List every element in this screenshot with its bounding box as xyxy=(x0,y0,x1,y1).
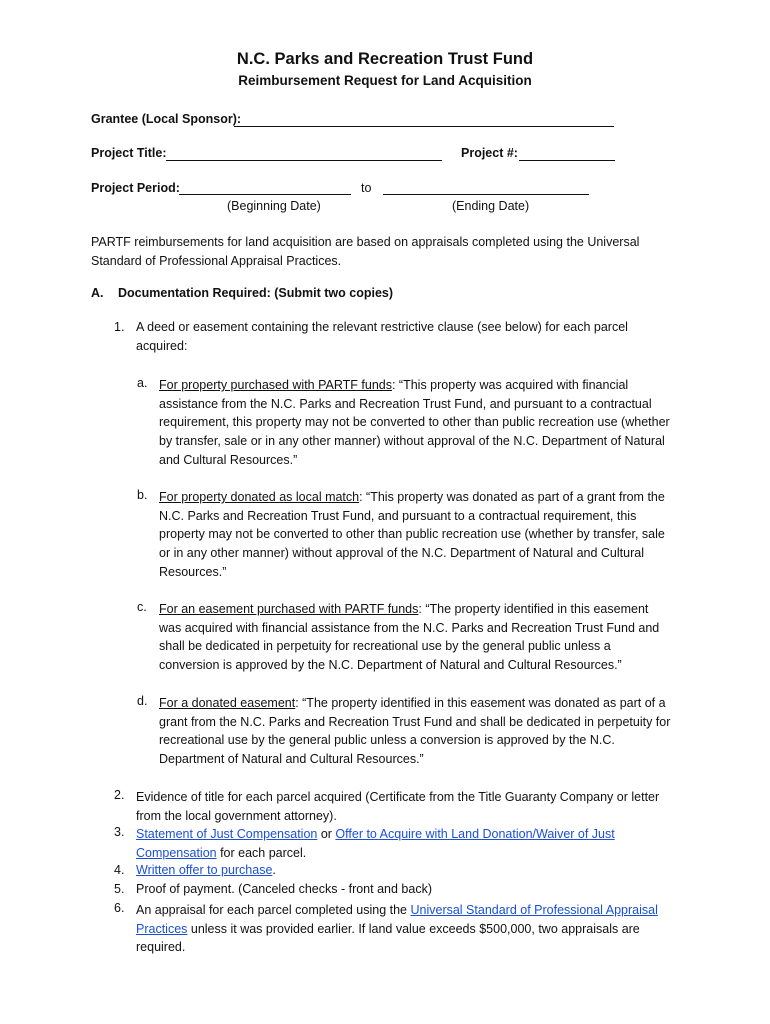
intro-paragraph: PARTF reimbursements for land acquisition are based on appraisals completed using the Universal Standard of Professional Appraisal Practices. xyxy=(91,235,640,268)
document-subtitle: Reimbursement Request for Land Acquisition xyxy=(238,73,532,88)
item-3-number: 3. xyxy=(114,825,125,839)
beginning-date-caption: (Beginning Date) xyxy=(227,199,321,213)
sub-d-paragraph xyxy=(159,694,683,769)
item-4-rest: . xyxy=(272,863,276,877)
item-6-rest: unless it was provided earlier. If land value exceeds $500,000, two appraisals are required. xyxy=(136,921,640,955)
sub-b-text: : “This property was donated as part of a grant from the N.C. Parks and Recreation Trust Fund, and pursuant to a contractual requirement, this property may not be converted to other than public recreation use (whether by transfer, sale or in any other manner) without approval of the N.C. Department of Natural and Cultural Resources.” xyxy=(159,490,665,579)
sub-c-title: For an easement purchased with PARTF funds xyxy=(159,602,419,616)
item-2-number: 2. xyxy=(114,788,125,802)
written-offer-link[interactable]: Written offer to purchase xyxy=(136,863,273,877)
sub-a-paragraph xyxy=(159,376,683,470)
sub-b-letter: b. xyxy=(137,488,148,502)
item-6-number: 6. xyxy=(114,901,125,915)
to-label: to xyxy=(361,181,372,195)
project-number-label: Project #: xyxy=(461,146,518,160)
sub-b-title: For property donated as local match xyxy=(159,490,360,504)
item-5-text: Proof of payment. (Canceled checks - front and back) xyxy=(136,882,432,896)
item-3-or: or xyxy=(317,827,336,841)
item-1-line2: acquired: xyxy=(136,339,188,353)
item-2-text: Evidence of title for each parcel acquired (Certificate from the Title Guaranty Company or letter from the local government attorney). xyxy=(136,790,660,823)
sub-a-letter: a. xyxy=(137,376,148,390)
sub-d-text: : “The property identified in this easement was donated as part of a grant from the N.C. Parks and Recreation Trust Fund and shall be dedicated in perpetuity for recreational use by the general public unless a conversion is approved by the N.C. Department of Natural and Cultural Resources.” xyxy=(159,696,671,767)
section-a-letter: A. xyxy=(91,286,104,300)
sub-c-text: : “The property identified in this easement was acquired with financial assistance from the N.C. Parks and Recreation Trust Fund and shall be dedicated in perpetuity for recreational use by the general public unless a conversion is approved by the N.C. Department of Natural and Cultural Resources.” xyxy=(159,602,660,673)
sub-a-title: For property purchased with PARTF funds xyxy=(159,378,392,392)
sub-c-paragraph xyxy=(159,600,669,675)
project-period-label: Project Period: xyxy=(91,181,180,195)
item-3-paragraph xyxy=(136,825,636,862)
sub-b-paragraph xyxy=(159,488,673,582)
item-5-number: 5. xyxy=(114,882,125,896)
item-3-rest: for each parcel. xyxy=(216,845,307,860)
sub-a-text: : “This property was acquired with financial assistance from the N.C. Parks and Recreation Trust Fund, and pursuant to a contractual requirement, this property may not be converted to other than public recreation use (whether by transfer, sale or in any other manner) without approval of the N.C. Department of Natural and Cultural Resources.” xyxy=(159,378,670,467)
document-title: N.C. Parks and Recreation Trust Fund xyxy=(236,50,534,68)
grantee-label: Grantee (Local Sponsor): xyxy=(91,112,242,126)
item-4-paragraph xyxy=(136,863,276,877)
beginning-date-field[interactable] xyxy=(179,194,351,195)
ending-date-caption: (Ending Date) xyxy=(452,199,530,213)
ending-date-field[interactable] xyxy=(383,194,589,195)
sub-c-letter: c. xyxy=(137,600,147,614)
offer-to-acquire-link[interactable]: Offer to Acquire with Land Donation/Waiver of Just Compensation xyxy=(136,827,615,860)
item-6-pre: An appraisal for each parcel completed using the xyxy=(136,903,411,917)
section-a-heading: Documentation Required: (Submit two copies) xyxy=(118,286,394,300)
sub-d-letter: d. xyxy=(137,694,148,708)
project-number-field[interactable] xyxy=(519,160,615,161)
statement-of-just-compensation-link[interactable]: Statement of Just Compensation xyxy=(136,827,318,841)
project-title-field[interactable] xyxy=(166,160,442,161)
item-1-number: 1. xyxy=(114,320,125,334)
grantee-field[interactable] xyxy=(234,126,614,127)
sub-d-title: For a donated easement xyxy=(159,696,296,710)
item-1-line1: A deed or easement containing the relevant restrictive clause (see below) for each parcel xyxy=(136,320,628,334)
appraisal-standard-link[interactable]: Universal Standard of Professional Appraisal Practices xyxy=(136,903,658,936)
item-4-number: 4. xyxy=(114,863,125,877)
item-6-paragraph xyxy=(136,901,676,957)
project-title-label: Project Title: xyxy=(91,146,167,160)
